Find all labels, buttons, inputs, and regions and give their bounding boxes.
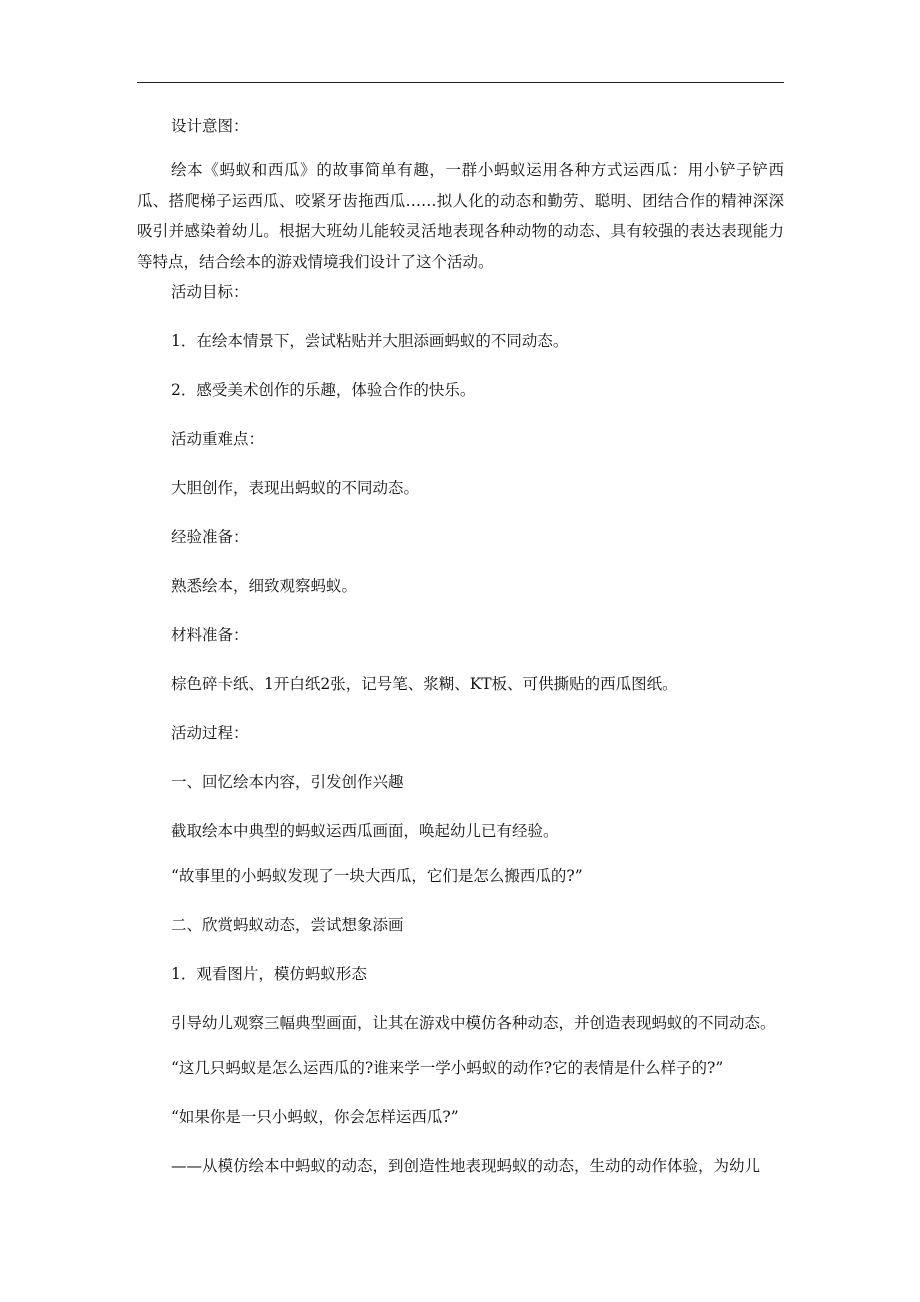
step-2-note: ——从模仿绘本中蚂蚁的动态，到创造性地表现蚂蚁的动态，生动的动作体验，为幼儿 — [171, 1157, 761, 1175]
experience-heading: 经验准备： — [171, 528, 249, 546]
key-points-heading: 活动重难点： — [171, 430, 265, 448]
step-1-body: 截取绘本中典型的蚂蚁运西瓜画面，唤起幼儿已有经验。 — [171, 822, 559, 840]
step-2-body: 引导幼儿观察三幅典型画面，让其在游戏中模仿各种动态，并创造表现蚂蚁的不同动态。 — [171, 1014, 776, 1032]
experience-body: 熟悉绘本，细致观察蚂蚁。 — [171, 577, 358, 595]
design-intent-heading: 设计意图： — [171, 117, 249, 135]
key-points-body: 大胆创作，表现出蚂蚁的不同动态。 — [171, 479, 420, 497]
design-intent-paragraph: 绘本《蚂蚁和西瓜》的故事简单有趣，一群小蚂蚁运用各种方式运西瓜：用小铲子铲西瓜、搭爬梯子运西瓜、咬紧牙齿拖西瓜……拟人化的动态和勤劳、聪明、团结合作的精神深深吸引并感染着幼儿。根据大班幼儿能较灵活地表现各种动物的动态、具有较强的表达表现能力等特点，结合绘本的游戏情境我们设计了这个活动。 — [137, 161, 784, 271]
materials-body: 棕色碎卡纸、1开白纸2张，记号笔、浆糊、KT板、可供撕贴的西瓜图纸。 — [171, 675, 678, 693]
step-2-quote-2: “如果你是一只小蚂蚁，你会怎样运西瓜?” — [171, 1108, 459, 1126]
step-1-title: 一、回忆绘本内容，引发创作兴趣 — [171, 773, 404, 791]
materials-heading: 材料准备： — [171, 626, 249, 644]
process-heading: 活动过程： — [171, 724, 249, 742]
header-rule — [137, 82, 784, 83]
step-2-quote-1: “这几只蚂蚁是怎么运西瓜的?谁来学一学小蚂蚁的动作?它的表情是什么样子的?” — [171, 1059, 724, 1077]
step-1-quote: “故事里的小蚂蚁发现了一块大西瓜，它们是怎么搬西瓜的?” — [171, 867, 583, 885]
step-2-title: 二、欣赏蚂蚁动态，尝试想象添画 — [171, 916, 404, 934]
goal-item-2: 2．感受美术创作的乐趣，体验合作的快乐。 — [171, 381, 476, 399]
goals-heading: 活动目标： — [171, 283, 249, 301]
goal-item-1: 1．在绘本情景下，尝试粘贴并大胆添画蚂蚁的不同动态。 — [171, 332, 569, 350]
step-2-subtitle-1: 1．观看图片，模仿蚂蚁形态 — [171, 965, 367, 983]
